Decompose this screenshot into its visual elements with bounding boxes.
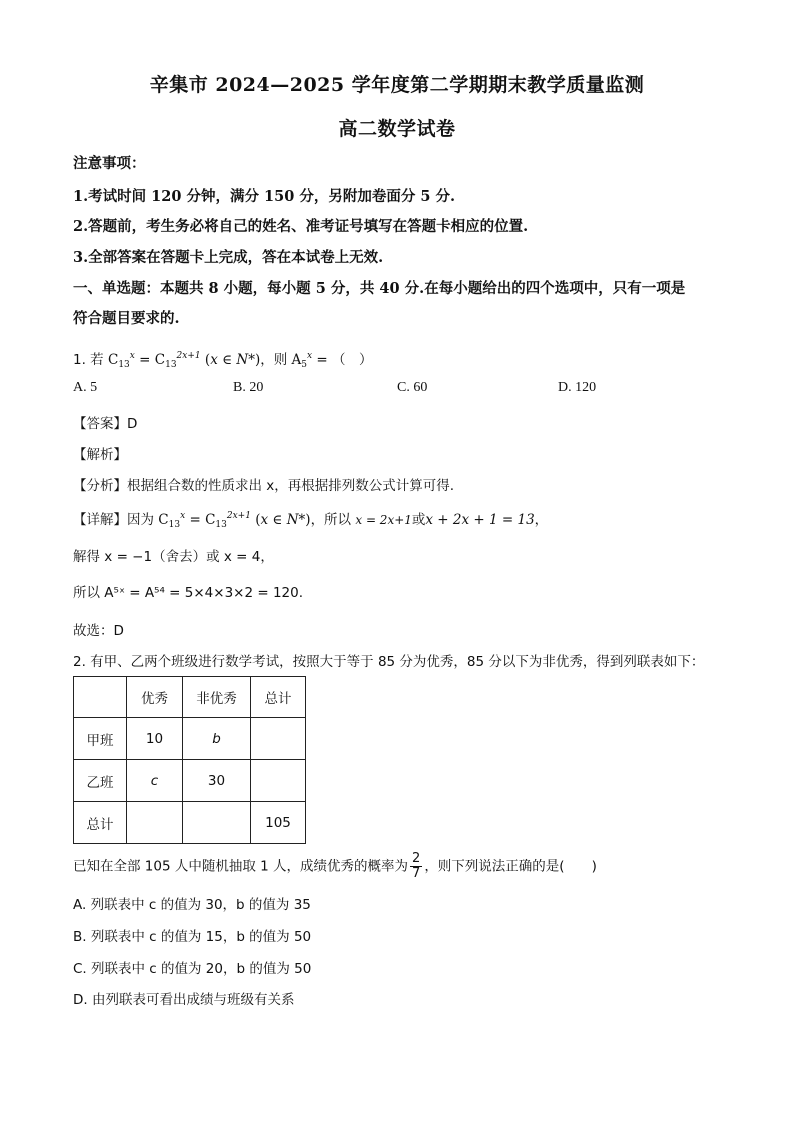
table-row [74, 760, 306, 802]
q1-option-c: C. 60 [397, 380, 428, 395]
q1-calc: 所以 A⁵ˣ = A⁵⁴ = 5×4×3×2 = 120. [73, 585, 304, 601]
q1-solve: 解得 x = −1（舍去）或 x = 4， [73, 549, 274, 565]
q2-option-d: D. 由列联表可看出成绩与班级有关系 [73, 992, 295, 1008]
table-cell: c [127, 760, 183, 802]
table-cell [183, 802, 251, 844]
table-cell: 甲班 [74, 718, 127, 760]
question-1-prefix: 1. 若 [73, 352, 104, 368]
table-row [74, 802, 306, 844]
exam-subtitle: 高二数学试卷 [338, 118, 456, 140]
q1-final: 故选：D [73, 623, 124, 639]
question-2-stem: 2. 有甲、乙两个班级进行数学考试，按照大于等于 85 分为优秀，85 分以下为非优秀，得到列联表如下： [73, 654, 705, 670]
notes-heading: 注意事项： [73, 155, 146, 172]
table-header-row [74, 677, 306, 718]
q2-option-a: A. 列联表中 c 的值为 30，b 的值为 35 [73, 897, 311, 913]
table-row [74, 718, 306, 760]
q1-answer: 【答案】D [73, 416, 138, 432]
q1-option-b: B. 20 [233, 380, 264, 395]
table-cell: 30 [183, 760, 251, 802]
table-cell: 优秀 [127, 677, 183, 718]
table-cell: 10 [127, 718, 183, 760]
q1-analysis-tag: 【解析】 [73, 447, 127, 463]
table-cell: 105 [251, 802, 306, 844]
table-cell [251, 718, 306, 760]
combination-right: $C_{13}^{2x+1}$ [154, 351, 201, 370]
table-cell [74, 677, 127, 718]
combination-left: $C_{13}^x$ [107, 351, 135, 370]
q1-fenxi: 【分析】根据组合数的性质求出 x，再根据排列数公式计算可得. [73, 478, 455, 494]
table-cell: 乙班 [74, 760, 127, 802]
table-cell: 总计 [251, 677, 306, 718]
note-item-1: 1.考试时间 120 分钟，满分 150 分，另附加卷面分 5 分. [73, 188, 456, 205]
table-cell: 非优秀 [183, 677, 251, 718]
q2-option-c: C. 列联表中 c 的值为 20，b 的值为 50 [73, 961, 312, 977]
section-heading-line-2: 符合题目要求的. [73, 310, 180, 327]
q1-option-a: A. 5 [73, 380, 98, 395]
table-cell: b [183, 718, 251, 760]
condition: (x ∈ N*) [204, 352, 261, 368]
question-2-prompt: 已知在全部 105 人中随机抽取 1 人，成绩优秀的概率为 $\frac{2}{7}$ ，则下列说法正确的是( ) [73, 851, 597, 881]
section-heading-line-1: 一、单选题：本题共 8 小题，每小题 5 分，共 40 分.在每小题给出的四个选项中，只有一项是 [73, 280, 686, 297]
q2-option-b: B. 列联表中 c 的值为 15，b 的值为 50 [73, 929, 312, 945]
note-item-3: 3.全部答案在答题卡上完成，答在本试卷上无效. [73, 249, 384, 266]
probability-fraction: $\frac{2}{7}$ [412, 851, 421, 881]
question-1-stem: 1. 若 $C_{13}^x = C_{13}^{2x+1}$ (x ∈ N*)，则 $A_5^x$ = （ ） [73, 351, 373, 370]
q1-xiangjie: 【详解】因为 $C_{13}^x = C_{13}^{2x+1}$ (x ∈ N*)，所以 x = 2x+1或x + 2x + 1 = 13， [73, 511, 549, 530]
note-item-2: 2.答题前，考生务必将自己的姓名、准考证号填写在答题卡相应的位置. [73, 218, 529, 235]
table-cell: 总计 [74, 802, 127, 844]
table-cell [127, 802, 183, 844]
table-cell [251, 760, 306, 802]
q1-option-d: D. 120 [558, 380, 597, 395]
contingency-table [73, 676, 306, 844]
exam-title: 辛集市 2024—2025 学年度第二学期期末教学质量监测 [149, 74, 645, 96]
permutation: $A_5^x$ [291, 351, 313, 370]
